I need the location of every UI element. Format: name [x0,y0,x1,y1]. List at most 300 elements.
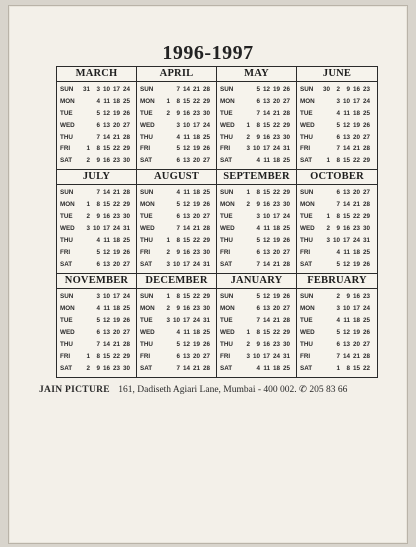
date-number: 26 [202,145,210,153]
date-number: 26 [282,236,290,244]
date-number: 10 [102,292,110,300]
date-number: 22 [192,97,200,105]
date-number: 27 [122,260,130,268]
weekday-label: TUE [140,109,153,117]
date-number: 21 [352,145,360,153]
date-number: 14 [342,352,350,360]
weekday-label: SUN [300,85,314,93]
date-number: 23 [112,364,120,372]
month-days [217,185,296,272]
date-number: 25 [362,248,370,256]
date-numbers [80,353,133,361]
weekday-row [300,365,374,373]
date-number: 26 [362,328,370,336]
weekday-row [300,329,374,337]
weekday-row [300,145,374,153]
date-blank [160,329,170,337]
date-number: 4 [256,157,260,165]
weekday-row [60,86,133,94]
date-numbers [160,225,213,233]
date-number: 25 [122,236,130,244]
date-number: 21 [272,316,280,324]
date-number: 23 [362,85,370,93]
weekday-row [300,201,374,209]
date-number: 1 [86,201,90,209]
date-number: 18 [272,364,280,372]
date-number: 1 [246,121,250,129]
weekday-row [60,157,133,165]
date-number: 20 [192,213,200,221]
date-number: 29 [122,352,130,360]
date-number: 10 [102,85,110,93]
weekday-row [220,145,293,153]
date-number: 8 [256,328,260,336]
weekday-label: SAT [300,364,313,372]
date-number: 18 [112,304,120,312]
date-numbers [320,98,374,106]
date-numbers [160,261,213,269]
weekday-label: MON [140,201,155,209]
date-numbers [160,293,213,301]
date-number: 15 [182,97,190,105]
weekday-row [60,249,133,257]
date-blank [80,261,90,269]
weekday-row [140,86,213,94]
date-number: 29 [202,97,210,105]
date-number: 12 [182,201,190,209]
date-numbers [80,134,133,142]
publisher-address: 161, Dadiseth Agiari Lane, Mumbai - 400 002. ✆ 205 83 66 [118,385,348,395]
date-number: 15 [182,236,190,244]
date-number: 16 [352,85,360,93]
date-number: 28 [282,109,290,117]
date-number: 22 [272,328,280,336]
weekday-label: SAT [140,364,153,372]
date-numbers [160,329,213,337]
date-number: 21 [272,109,280,117]
date-number: 12 [182,340,190,348]
weekday-label: SUN [140,292,154,300]
date-numbers [80,237,133,245]
date-number: 23 [192,304,200,312]
calendar-card [8,5,408,544]
date-number: 9 [96,364,100,372]
date-number: 25 [122,304,130,312]
date-number: 16 [102,157,110,165]
date-number: 24 [122,85,130,93]
date-numbers [240,317,293,325]
date-number: 6 [336,133,340,141]
date-number: 27 [282,248,290,256]
date-number: 10 [172,316,180,324]
date-blank [160,86,170,94]
date-number: 1 [86,352,90,360]
date-numbers [160,249,213,257]
weekday-label: WED [140,121,155,129]
date-numbers [240,213,293,221]
weekday-row [300,249,374,257]
weekday-label: WED [300,328,315,336]
date-number: 25 [122,97,130,105]
date-number: 2 [166,109,170,117]
date-number: 1 [86,145,90,153]
date-number: 20 [192,352,200,360]
date-number: 8 [256,189,260,197]
weekday-row [60,341,133,349]
weekday-label: MON [140,97,155,105]
month-block [297,67,377,170]
date-number: 4 [176,133,180,141]
weekday-label: MON [300,97,315,105]
date-numbers [160,110,213,118]
date-number: 8 [176,236,180,244]
month-block [217,67,297,170]
date-number: 8 [176,97,180,105]
weekday-row [220,134,293,142]
date-blank [160,122,170,130]
date-number: 1 [336,364,340,372]
date-blank [80,341,90,349]
date-number: 25 [202,133,210,141]
weekday-label: THU [140,340,153,348]
weekday-label: SAT [60,157,73,165]
date-number: 12 [102,109,110,117]
date-number: 21 [112,340,120,348]
date-number: 14 [262,316,270,324]
publisher-name: JAIN PICTURE [39,385,110,395]
date-numbers [320,122,374,130]
date-number: 27 [362,133,370,141]
date-number: 10 [182,121,190,129]
weekday-label: WED [300,224,315,232]
date-blank [80,98,90,106]
date-number: 30 [202,304,210,312]
weekday-label: SAT [60,260,73,268]
date-number: 16 [352,292,360,300]
date-number: 2 [166,248,170,256]
date-number: 3 [96,85,100,93]
date-number: 7 [256,109,260,117]
weekday-label: SAT [140,157,153,165]
date-number: 9 [176,248,180,256]
date-number: 6 [176,352,180,360]
weekday-label: FRI [300,248,311,256]
date-number: 27 [282,97,290,105]
month-days [137,82,216,169]
weekday-row [140,98,213,106]
date-number: 22 [352,213,360,221]
date-number: 3 [336,304,340,312]
date-numbers [80,110,133,118]
date-number: 26 [362,260,370,268]
date-number: 14 [342,145,350,153]
date-number: 13 [182,157,190,165]
date-numbers [240,353,293,361]
date-numbers [160,353,213,361]
date-number: 7 [176,364,180,372]
date-number: 15 [102,145,110,153]
date-number: 9 [346,85,350,93]
date-numbers [240,201,293,209]
date-number: 12 [262,85,270,93]
weekday-row [300,353,374,361]
month-name: FEBRUARY [297,274,377,289]
date-numbers [320,145,374,153]
weekday-row [300,134,374,142]
date-numbers [160,157,213,165]
weekday-row [140,237,213,245]
date-number: 6 [96,328,100,336]
date-number: 10 [342,304,350,312]
date-number: 22 [362,364,370,372]
date-number: 17 [352,97,360,105]
date-number: 6 [336,340,340,348]
date-blank [240,86,250,94]
weekday-label: SUN [220,85,234,93]
date-number: 24 [272,352,280,360]
date-blank [80,122,90,130]
weekday-row [60,145,133,153]
date-number: 12 [342,328,350,336]
weekday-row [220,353,293,361]
date-number: 23 [272,133,280,141]
date-number: 17 [262,352,270,360]
date-number: 23 [362,292,370,300]
date-blank [320,293,330,301]
weekday-label: FRI [140,352,151,360]
date-numbers [80,261,133,269]
date-blank [80,110,90,118]
date-number: 6 [256,248,260,256]
date-number: 4 [176,189,180,197]
date-number: 12 [102,248,110,256]
weekday-label: TUE [140,316,153,324]
date-number: 20 [272,304,280,312]
date-number: 17 [182,260,190,268]
date-number: 12 [102,316,110,324]
date-number: 1 [166,236,170,244]
weekday-label: THU [220,133,233,141]
date-number: 30 [282,340,290,348]
weekday-row [140,329,213,337]
date-number: 3 [96,292,100,300]
date-number: 1 [166,292,170,300]
date-number: 11 [183,133,190,141]
date-number: 5 [96,248,100,256]
date-number: 6 [176,213,180,221]
date-numbers [160,317,213,325]
weekday-label: WED [60,121,75,129]
date-number: 7 [336,352,340,360]
weekday-row [300,189,374,197]
date-number: 17 [192,121,200,129]
date-number: 19 [352,328,360,336]
date-number: 25 [362,109,370,117]
date-number: 17 [102,224,110,232]
date-blank [80,134,90,142]
weekday-row [220,365,293,373]
date-number: 11 [183,328,190,336]
date-blank [160,189,170,197]
weekday-row [140,225,213,233]
weekday-row [60,110,133,118]
date-number: 31 [122,224,130,232]
date-number: 24 [282,213,290,221]
date-number: 9 [256,340,260,348]
date-number: 18 [192,189,200,197]
date-blank [240,157,250,165]
weekday-row [220,225,293,233]
date-number: 18 [192,328,200,336]
publisher-footer [39,384,399,395]
date-number: 16 [262,133,270,141]
date-numbers [80,201,133,209]
weekday-row [140,157,213,165]
date-number: 21 [352,352,360,360]
date-number: 21 [192,85,200,93]
date-numbers [240,189,293,197]
date-number: 3 [246,145,250,153]
date-number: 9 [336,224,340,232]
date-number: 22 [112,201,120,209]
date-numbers [240,145,293,153]
weekday-label: THU [60,236,73,244]
date-number: 4 [176,328,180,336]
date-number: 14 [102,133,110,141]
weekday-row [300,261,374,269]
weekday-label: SUN [140,189,154,197]
date-number: 12 [262,292,270,300]
date-number: 24 [112,224,120,232]
date-number: 24 [192,260,200,268]
weekday-row [140,293,213,301]
weekday-label: TUE [220,213,233,221]
date-number: 2 [86,364,90,372]
month-name: JULY [57,170,136,185]
month-days [57,82,136,169]
date-number: 27 [122,328,130,336]
weekday-label: FRI [220,145,231,153]
date-number: 5 [336,260,340,268]
weekday-row [140,249,213,257]
date-number: 15 [262,328,270,336]
date-number: 9 [96,213,100,221]
date-number: 20 [352,189,360,197]
date-number: 3 [246,352,250,360]
date-numbers [80,249,133,257]
date-number: 30 [202,248,210,256]
weekday-row [140,122,213,130]
date-number: 7 [256,260,260,268]
date-numbers [160,237,213,245]
date-number: 13 [262,248,270,256]
weekday-row [300,213,374,221]
date-number: 8 [336,157,340,165]
date-number: 24 [202,121,210,129]
date-blank [320,249,330,257]
date-number: 4 [336,248,340,256]
date-number: 18 [352,109,360,117]
date-blank [160,201,170,209]
date-number: 19 [112,109,120,117]
month-name: APRIL [137,67,216,82]
weekday-label: SUN [220,189,234,197]
date-numbers [160,201,213,209]
date-numbers [320,86,374,94]
weekday-row [300,317,374,325]
date-numbers [320,317,374,325]
weekday-row [140,261,213,269]
weekday-row [220,249,293,257]
date-number: 4 [96,236,100,244]
month-block [57,170,137,273]
date-numbers [240,249,293,257]
month-block [137,67,217,170]
date-number: 13 [102,121,110,129]
weekday-label: MON [220,97,235,105]
date-blank [240,249,250,257]
weekday-row [300,305,374,313]
date-numbers [80,317,133,325]
date-number: 12 [262,236,270,244]
weekday-row [220,201,293,209]
date-number: 15 [342,213,350,221]
weekday-label: TUE [220,316,233,324]
date-number: 2 [86,213,90,221]
date-number: 19 [112,248,120,256]
month-block [57,67,137,170]
weekday-label: THU [300,340,313,348]
date-blank [320,365,330,373]
date-number: 6 [256,97,260,105]
date-number: 23 [352,224,360,232]
weekday-row [300,157,374,165]
weekday-row [60,353,133,361]
weekday-label: TUE [60,213,73,221]
date-numbers [320,261,374,269]
date-number: 30 [202,109,210,117]
date-number: 17 [112,292,120,300]
month-block [297,274,377,377]
date-number: 29 [202,292,210,300]
date-number: 15 [182,292,190,300]
date-number: 3 [336,97,340,105]
date-numbers [80,341,133,349]
date-number: 24 [362,304,370,312]
date-number: 11 [103,236,110,244]
date-number: 13 [342,340,350,348]
date-number: 23 [112,157,120,165]
date-number: 3 [176,121,180,129]
date-number: 19 [272,292,280,300]
date-numbers [160,122,213,130]
date-numbers [80,157,133,165]
date-number: 14 [102,340,110,348]
date-number: 11 [343,248,350,256]
date-number: 28 [362,201,370,209]
date-number: 5 [176,340,180,348]
date-numbers [320,213,374,221]
date-number: 29 [282,121,290,129]
month-block [297,170,377,273]
weekday-label: FRI [220,352,231,360]
date-number: 19 [192,201,200,209]
date-numbers [320,237,374,245]
date-number: 23 [192,109,200,117]
date-blank [240,110,250,118]
date-number: 14 [182,85,190,93]
date-number: 29 [362,213,370,221]
